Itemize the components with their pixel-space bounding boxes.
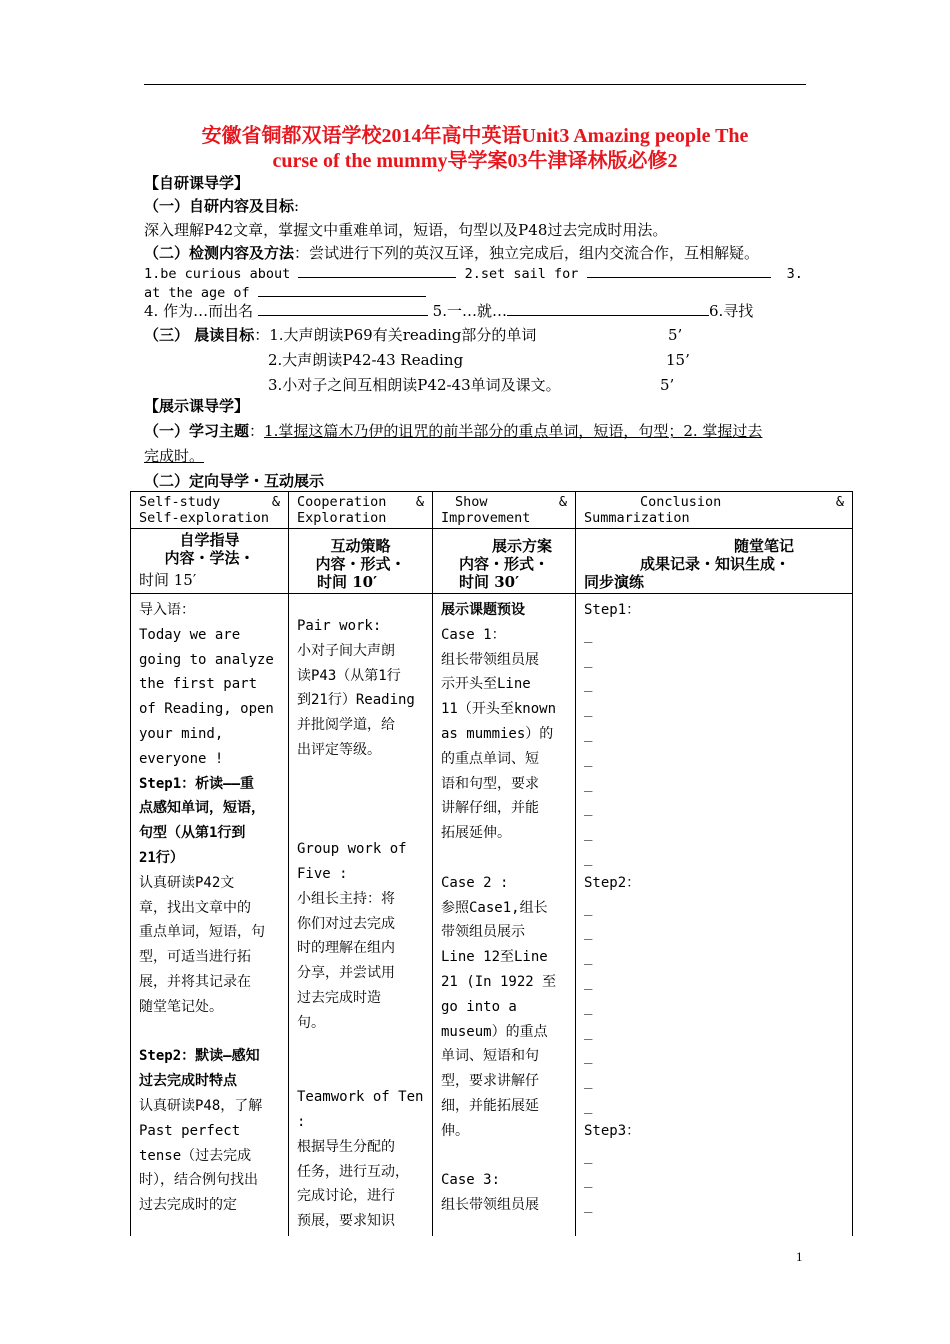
answer-blank-5[interactable] bbox=[507, 301, 709, 316]
col4-line: _ bbox=[584, 775, 593, 792]
col1-line: 点感知单词，短语， bbox=[139, 800, 265, 817]
col1-line: 时），结合例句找出 bbox=[139, 1172, 258, 1189]
header-show: Show & Improvement bbox=[433, 492, 576, 529]
header-self-study: Self-study & Self-exploration bbox=[131, 492, 289, 529]
col3-line: 拓展延伸。 bbox=[441, 825, 511, 842]
exercise-row-2: at the age of bbox=[144, 282, 426, 303]
col4-line: Step3： bbox=[584, 1122, 641, 1139]
cooperation-column bbox=[289, 594, 433, 1236]
col2-line bbox=[297, 1060, 424, 1085]
guide-table bbox=[130, 491, 853, 1236]
morning-reading-line-1: （三） 晨读目标：1.大声朗读P69有关reading部分的单词 bbox=[144, 326, 537, 344]
col4-line: _ bbox=[584, 626, 593, 643]
subheader-interaction: 互动策略 内容・形式・ 时间 10′ bbox=[289, 529, 433, 594]
col2-line: 句。 bbox=[297, 1014, 325, 1031]
col1-line: Step1：析读——重 bbox=[139, 775, 255, 792]
col2-line: 根据导生分配的 bbox=[297, 1138, 395, 1155]
section-header-show: 【展示课导学】 bbox=[144, 397, 250, 415]
col2-line: Group work of bbox=[297, 841, 407, 858]
col3-line: go into a bbox=[441, 998, 517, 1015]
col1-line: 21行） bbox=[139, 849, 184, 866]
col2-line: Five : bbox=[297, 865, 348, 882]
col2-line: 读P43（从第1行 bbox=[297, 667, 401, 684]
self-study-goal-text: 深入理解P42文章，掌握文中重难单词，短语，句型以及P48过去完成时用法。 bbox=[144, 221, 668, 239]
col3-line: 11（开头至known bbox=[441, 701, 557, 718]
col4-line: _ bbox=[584, 899, 593, 916]
col1-line: everyone ! bbox=[139, 750, 224, 767]
col1-line: 型，可适当进行拓 bbox=[139, 949, 251, 966]
answer-blank-2[interactable] bbox=[587, 263, 771, 278]
col3-line: 单词、短语和句 bbox=[441, 1048, 539, 1065]
subheader-self-guide: 自学指导 内容・学法・ 时间 15′ bbox=[131, 529, 289, 594]
col2-line: Pair work: bbox=[297, 618, 382, 634]
col3-line: museum）的重点 bbox=[441, 1023, 548, 1040]
col2-line: 时的理解在组内 bbox=[297, 940, 395, 957]
col4-line: _ bbox=[584, 651, 593, 668]
col1-line: 过去完成时的定 bbox=[139, 1197, 237, 1214]
col4-line: _ bbox=[584, 701, 593, 718]
col4-line: _ bbox=[584, 1097, 593, 1114]
col3-line: 型，要求讲解仔 bbox=[441, 1073, 539, 1090]
col1-line: Today we are bbox=[139, 626, 241, 643]
col2-line: 到21行）Reading bbox=[297, 692, 415, 709]
col1-line: 重点单词，短语，句 bbox=[139, 924, 265, 941]
col4-line: _ bbox=[584, 750, 593, 767]
notes-column bbox=[576, 594, 853, 1236]
col4-line: _ bbox=[584, 1048, 593, 1065]
col3-line: as mummies）的 bbox=[441, 725, 554, 742]
col1-line: the first part bbox=[139, 676, 258, 693]
col1-line: Past perfect bbox=[139, 1122, 241, 1139]
col3-line: Line 12至Line bbox=[441, 949, 548, 966]
self-study-column bbox=[131, 594, 289, 1236]
exercise-row-1: 1.be curious about 2.set sail for 3. bbox=[144, 263, 803, 284]
col1-line: your mind, bbox=[139, 725, 224, 742]
col4-line: _ bbox=[584, 676, 593, 693]
col1-line bbox=[139, 1020, 280, 1045]
learning-theme-line: （一）学习主题：1.掌握这篇木乃伊的诅咒的前半部分的重点单词，短语，句型；2. 掌握过去 bbox=[144, 422, 763, 440]
col2-line: 预展，要求知识 bbox=[297, 1213, 395, 1230]
col1-line: 过去完成时特点 bbox=[139, 1073, 237, 1090]
exercise-row-3: 4. 作为…而出名 5.一…就… 6.寻找 bbox=[144, 302, 754, 320]
col2-line: 分享，并尝试用 bbox=[297, 965, 395, 982]
col1-line: 展，并将其记录在 bbox=[139, 973, 251, 990]
col3-line: Case 2 : bbox=[441, 874, 509, 891]
col1-line: tense（过去完成 bbox=[139, 1147, 252, 1164]
col4-line: _ bbox=[584, 1147, 593, 1164]
subheader-show-plan: 展示方案 内容・形式・ 时间 30′ bbox=[433, 529, 576, 594]
col3-line: Case 1： bbox=[441, 626, 506, 643]
col3-line: 组长带领组员展 bbox=[441, 651, 539, 668]
col1-line: of Reading, open bbox=[139, 701, 274, 718]
col2-line bbox=[297, 1036, 424, 1061]
col3-line: 带领组员展示 bbox=[441, 924, 525, 941]
col2-line: 出评定等级。 bbox=[297, 741, 381, 758]
col3-line: 的重点单词、短 bbox=[441, 750, 539, 767]
col4-line: _ bbox=[584, 800, 593, 817]
col2-line: : bbox=[297, 1113, 306, 1130]
col2-line bbox=[297, 788, 424, 813]
col4-line: _ bbox=[584, 1073, 593, 1090]
col1-line: 章，找出文章中的 bbox=[139, 899, 251, 916]
col3-line bbox=[441, 1144, 567, 1169]
page-number: 1 bbox=[796, 1249, 803, 1264]
col1-line: 句型（从第1行到 bbox=[139, 825, 246, 842]
col4-line: _ bbox=[584, 924, 593, 941]
table-body-row bbox=[131, 594, 853, 1236]
col3-line: 伸。 bbox=[441, 1122, 469, 1139]
learning-theme-line-2: 完成时。 bbox=[144, 447, 205, 465]
col4-line: _ bbox=[584, 1023, 593, 1040]
col2-line bbox=[297, 812, 424, 837]
col4-line: _ bbox=[584, 725, 593, 742]
col2-line: 完成讨论，进行 bbox=[297, 1188, 395, 1205]
guided-learning-heading: （二）定向导学・互动展示 bbox=[144, 472, 325, 490]
col4-line: _ bbox=[584, 825, 593, 842]
col1-line: 导入语： bbox=[139, 602, 195, 618]
morning-reading-line-2: 2.大声朗读P42-43 Reading bbox=[268, 351, 464, 369]
col4-line: _ bbox=[584, 973, 593, 990]
col2-line: 任务，进行互动， bbox=[297, 1163, 409, 1180]
self-study-goal-heading: （一）自研内容及目标: bbox=[144, 197, 300, 215]
col3-line: 讲解仔细，并能 bbox=[441, 800, 539, 817]
col3-line: 参照Case1,组长 bbox=[441, 899, 548, 916]
test-content-line: （二）检测内容及方法：尝试进行下列的英汉互译，独立完成后，组内交流合作，互相解疑。 bbox=[144, 244, 760, 262]
header-conclusion: Conclusion & Summarization bbox=[576, 492, 853, 529]
table-header-row-zh bbox=[131, 529, 853, 594]
col2-line: 小组长主持：将 bbox=[297, 890, 395, 907]
col4-line: _ bbox=[584, 849, 593, 866]
col2-line: Teamwork of Ten bbox=[297, 1089, 424, 1106]
col1-line: Step2：默读—感知 bbox=[139, 1048, 260, 1065]
col2-line: 过去完成时造 bbox=[297, 989, 381, 1006]
document-title bbox=[144, 124, 806, 174]
show-column bbox=[433, 594, 576, 1236]
col3-line: 细，并能拓展延 bbox=[441, 1097, 539, 1114]
table-header-row-en bbox=[131, 492, 853, 529]
morning-reading-time-3: 5’ bbox=[660, 376, 675, 394]
answer-blank-3[interactable] bbox=[258, 282, 426, 297]
section-header-self-study: 【自研课导学】 bbox=[144, 174, 250, 192]
morning-reading-line-3: 3.小对子之间互相朗读P42-43单词及课文。 bbox=[268, 376, 561, 394]
col3-line bbox=[441, 846, 567, 871]
header-cooperation: Cooperation & Exploration bbox=[289, 492, 433, 529]
answer-blank-4[interactable] bbox=[258, 301, 428, 316]
title-line-1: 安徽省铜都双语学校2014年高中英语Unit3 Amazing people The bbox=[201, 125, 749, 147]
col1-line: 认真研读P42文 bbox=[139, 874, 235, 891]
col4-line: _ bbox=[584, 998, 593, 1015]
col2-line bbox=[297, 763, 424, 788]
col3-line: Case 3: bbox=[441, 1172, 501, 1189]
col2-line: 小对子间大声朗 bbox=[297, 642, 395, 659]
col2-line: 你们对过去完成 bbox=[297, 915, 395, 932]
col4-line: _ bbox=[584, 1197, 593, 1214]
subheader-notes: 随堂笔记 成果记录・知识生成・ 同步演练 bbox=[576, 529, 853, 594]
morning-reading-time-1: 5’ bbox=[668, 326, 683, 344]
col4-line: _ bbox=[584, 949, 593, 966]
col2-line: 并批阅学道，给 bbox=[297, 717, 395, 734]
col4-line: Step1： bbox=[584, 602, 641, 618]
morning-reading-time-2: 15’ bbox=[666, 351, 690, 369]
header-rule bbox=[144, 84, 806, 85]
col3-line: 展示课题预设 bbox=[441, 602, 525, 618]
col1-line: 认真研读P48，了解 bbox=[139, 1097, 263, 1114]
col1-line: 随堂笔记处。 bbox=[139, 998, 223, 1015]
col4-line: Step2： bbox=[584, 874, 641, 891]
title-line-2: curse of the mummy导学案03牛津译林版必修2 bbox=[272, 150, 678, 172]
answer-blank-1[interactable] bbox=[298, 263, 456, 278]
col3-line: 示开头至Line bbox=[441, 676, 531, 693]
col3-line: 组长带领组员展 bbox=[441, 1197, 539, 1214]
col3-line: 语和句型，要求 bbox=[441, 775, 539, 792]
col3-line: 21 (In 1922 至 bbox=[441, 973, 557, 990]
col1-line: going to analyze bbox=[139, 651, 274, 668]
col4-line: _ bbox=[584, 1172, 593, 1189]
